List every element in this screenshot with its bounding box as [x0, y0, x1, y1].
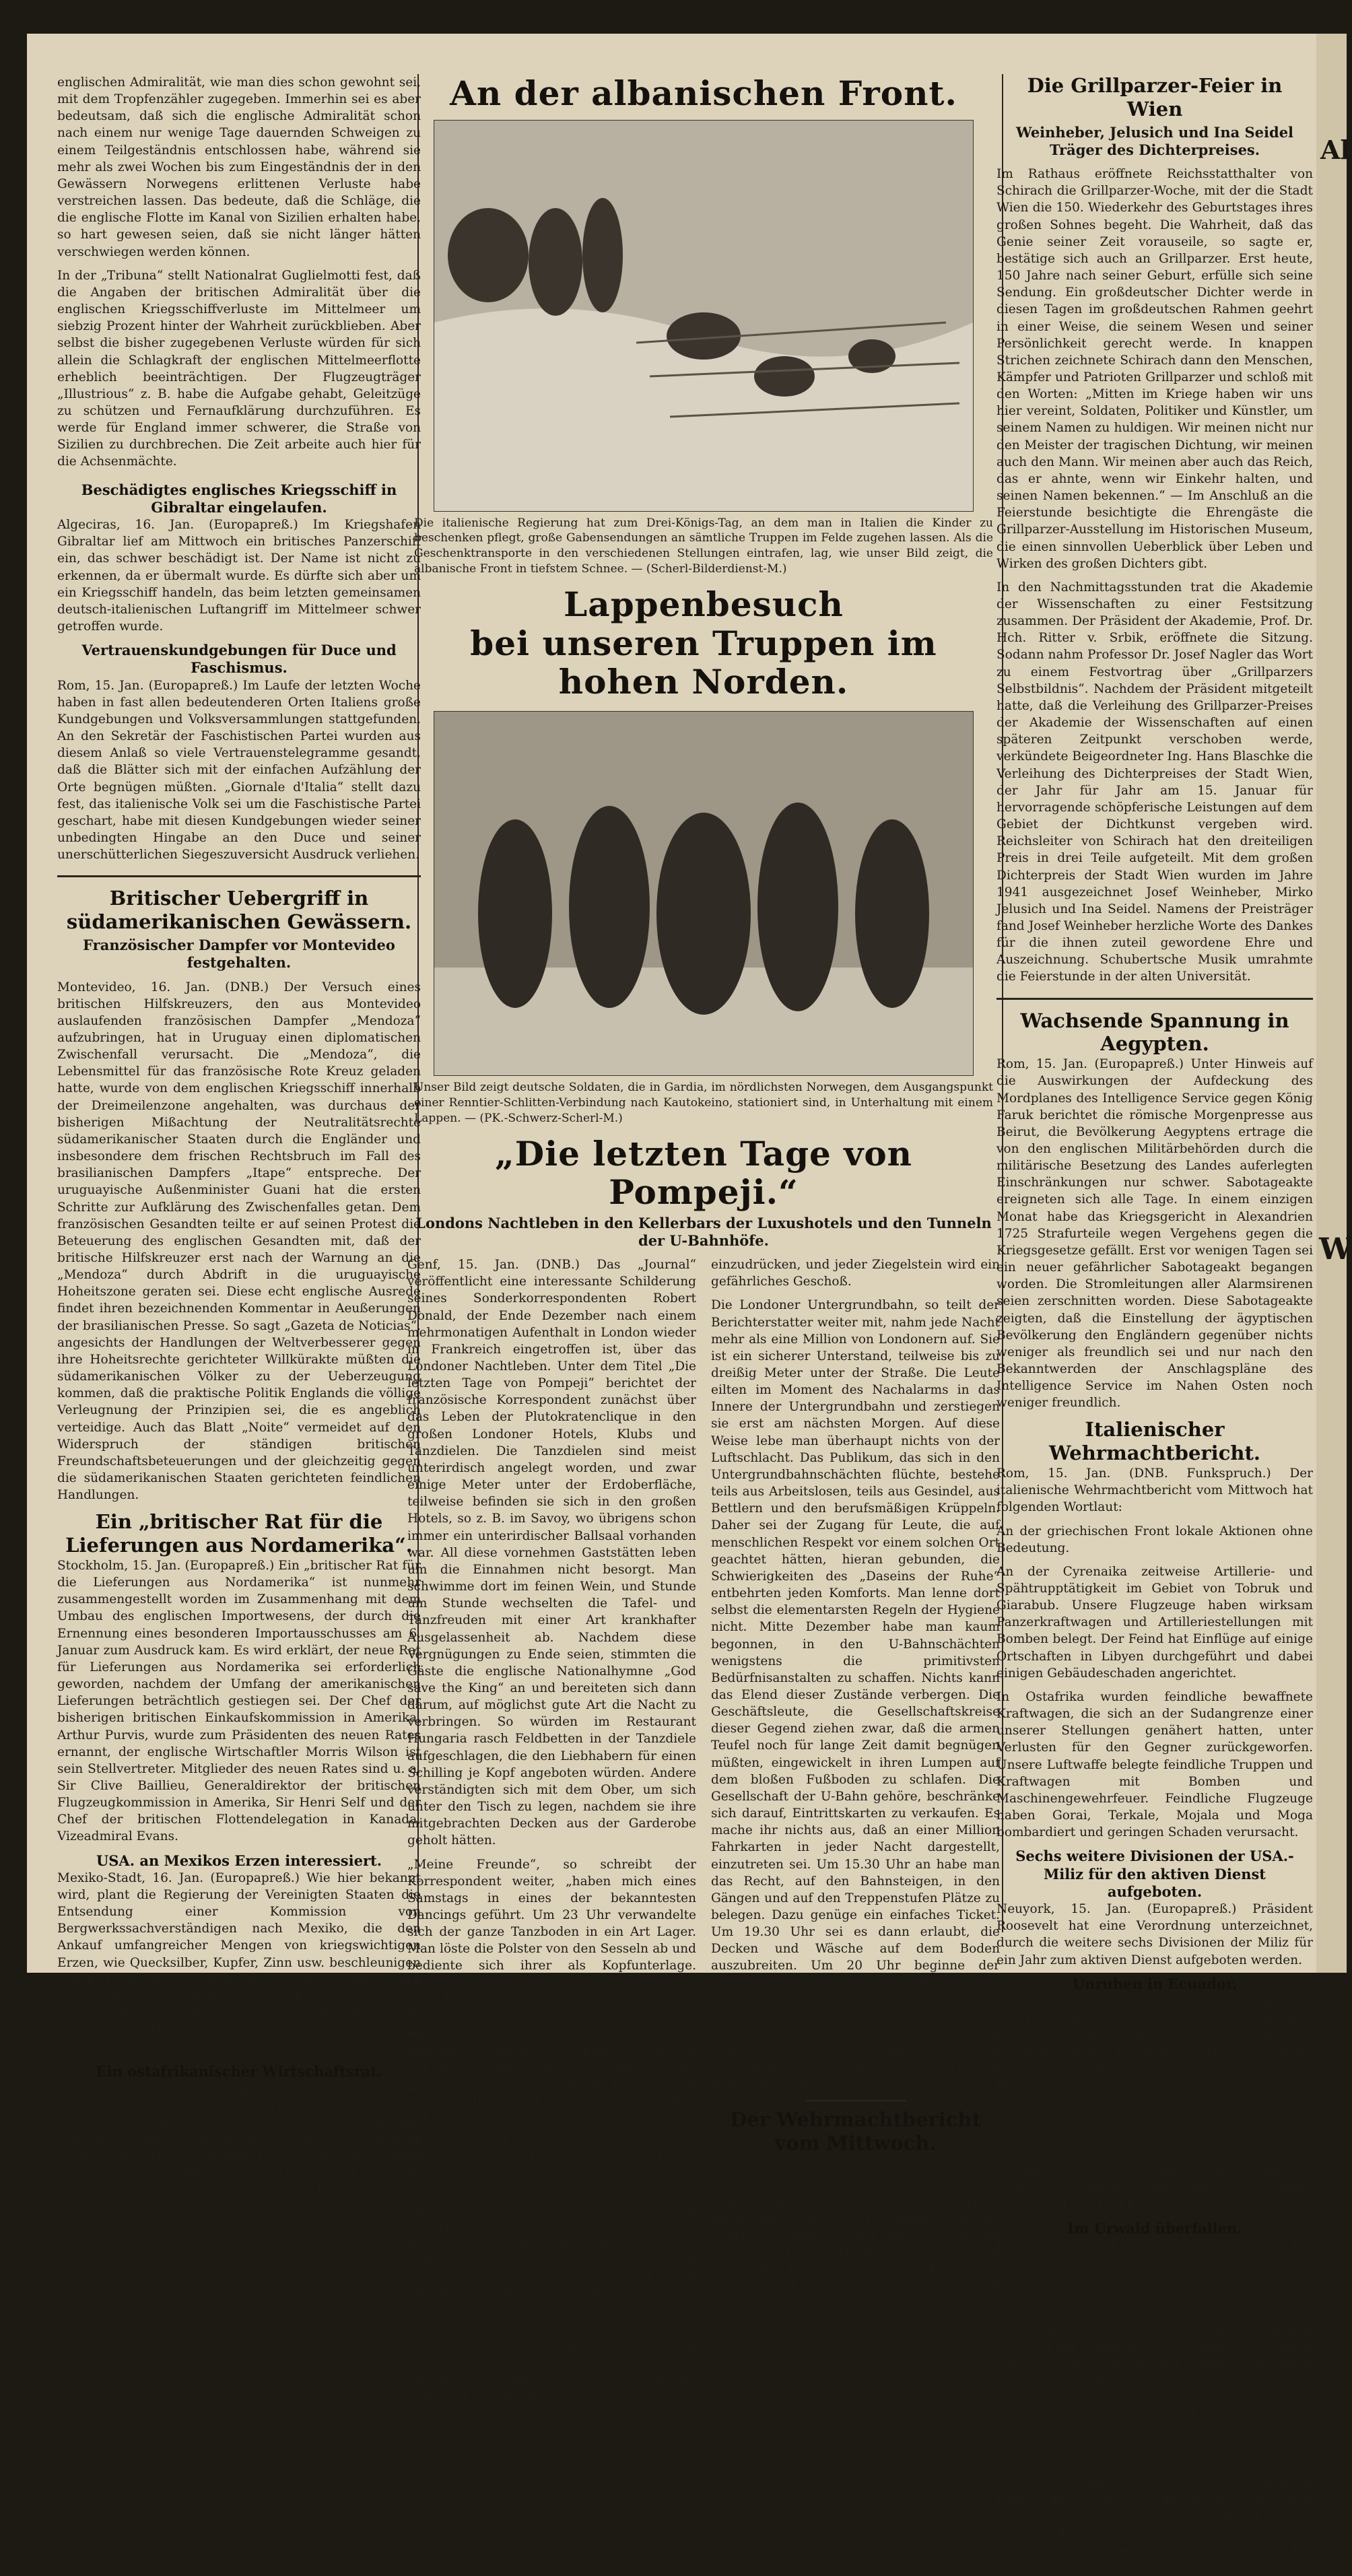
photo-snow-scene [434, 121, 973, 511]
headline-albanian-front: An der albanischen Front. [450, 73, 957, 113]
divider [805, 2100, 906, 2101]
article-text: In Ostafrika wurden feindliche bewaffnete Kraftwagen, die sich an der Sudangrenze einer unserer Stellungen genähert hatten, unter Verlusten für den Gegner zurückgeworfen. Unsere Luftwaffe belegte feindliche Truppen und Kraftwagen mit Bomben und Maschinengewehrfeuer. Feindliche Flugzeuge haben Gorai, Terkale, Mojala und Moga bombardiert und geringen Schaden verursacht. [996, 1689, 1313, 1840]
subheadline-grillparzer: Weinheber, Jelusich und Ina Seidel Träger des Dichterpreises. [1015, 123, 1294, 158]
headline-rat2: Ein ostafrikanischer Wirtschaftsrat. [96, 2062, 382, 2080]
article-text: Mexiko-Stadt, 16. Jan. (Europapreß.) Wie hier bekannt wird, plant die Regierung der Vereinigten Staaten die Entsendung einer Kommission von Bergwerkssachverständigen nach Mexiko, die den Ankauf umfangreicher Mengen von kriegswichtigen Erzen, wie Quecksilber, Kupfer, Zinn usw. beschleunigen sollen. In interessierten mexikanischen Kreisen glaubt man, daß die USA.-Kommission auch die Aufgabe hat, eine erhöhte Produktion der mexikanischen Bergwerke zu erreichen, da ein großer Teil der mexikanischen Erze von der USA.-Kriegsindustrie notwendig gebraucht wird. [57, 1870, 421, 2055]
article-text: „Meine Freunde“, so schreibt der Korrespondent weiter, „haben mich eines Samstags in eines der bekanntesten Dancings geführt. Um 23 Uhr verwandelte sich der ganze Tanzboden in ein Art Lager. Man löste die Polster von den Sesseln ab und bediente sich ihrer als Kopfunterlage. Hierauf wurden mitgebrachte Decken auf dem Boden ausgebreitet, worauf sich die Paare dort zum Schlafen niederlegten. Die Angestellten drehten das Licht aus und ... England, das puritanische England, hat sich mit diesen Sitten bereits abgefunden, und man hat den Eindruck, daß der Kampf gegen die Prostitution aufgegeben hat. Man lebt auf einem Vulkan.“ [407, 1857, 696, 2126]
photo-soldiers-lapp [434, 712, 973, 1075]
subheadline-pompeji: Londons Nachtleben in den Kellerbars der Luxushotels und den Tunneln der U-Bahnhöfe. [415, 1214, 992, 1249]
pompeji-left [407, 1256, 696, 2411]
subheadline-uebergriff: Französischer Dampfer vor Montevideo festgehalten. [83, 937, 395, 972]
article-text: Rio de Janeiro, 14. Jan. (Europapreß.) Ganz Rio spricht von einem dramatischen Kampf zwischen Indianern und einer brasilianischen Grenzziehungskommission. Ein Funkspruch der Kommission besagt, daß ihr Aufenthalt an der venezolanischen Grenze von Indianern überfallen wurde. Fünf Mitglieder der Kommission erlitten schwere Verletzungen und Lähmungen durch vergiftete Pfeile, mit denen die Indianer schossen. Es gelang den Ueberfallenen zwar, sich notdürftig zu verschanzen und die Angreifer mit Gewehrschüssen abzuwehren, doch war der Widerstand nur von kurzer Dauer. Die Indianer haben inzwischen neue Angriffe gestartet. Erst nach vier Tagen gelang es, von den Indianern Umzingelten, ihren Hilferuf in die Welt hinauszugeben. Ein sofort entsandtes Flugzeug hat erste Rettungsaktionen eingeleitet, jedoch ist es bis zum gestrigen Tage nur gegen den Tag gelungen, den ganzen brasilianischen [996, 2239, 1313, 2575]
headline-lappen-2: bei unseren Truppen im hohen Norden. [470, 623, 937, 702]
edge-fragment: W [1319, 1232, 1352, 1266]
adjacent-page-edge [1316, 34, 1352, 1973]
photo-caption: Unser Bild zeigt deutsche Soldaten, die in Gardia, im nördlichsten Norwegen, dem Ausgangspunkt einer Renntier-Schlitten-Verbindung nach Kautokeino, stationiert sind, in Unterhaltung mit einem Lappen. — (PK.-Schwerz-Scherl-M.) [414, 1080, 993, 1125]
headline-gibraltar: Beschädigtes englisches Kriegsschiff in Gibraltar eingelaufen. [81, 481, 397, 516]
headline-ital-wehrmachtbericht: Italienischer Wehrmachtbericht. [1049, 1418, 1260, 1465]
article-text: Genf, 15. Jan. (DNB.) Das „Journal“ veröffentlicht eine interessante Schilderung seines Sonderkorrespondenten Robert Donald, der Ende Dezember nach einem mehrmonatigen Aufenthalt in London wieder in Frankreich eingetroffen ist, über das Londoner Nachtleben. Unter dem Titel „Die letzten Tage von Pompeji“ berichtet der französische Korrespondent zunächst über das Leben der Plutokratenclique in den großen Londoner Hotels, Klubs und Tanzdielen. Die Tanzdielen sind meist unterirdisch angelegt worden, und zwar einige Meter unter der Erdoberfläche, teilweise befinden sie sich in den großen Hotels, so z. B. im Savoy, wo übrigens schon immer ein unterirdischer Ballsaal vorhanden war. All diese vornehmen Gaststätten leben um die Einnahmen nicht besorgt. Man schwimme dort im feinen Wein, und Stunde um Stunde wechselten die Tafel- und Tanzfreuden mit einer Art krankhafter Ausgelassenheit ab. Nachdem diese Vergnügungen zu Ende seien, stimmten die Gäste die englische Nationalhymne „God save the King“ an und bereiteten sich dann darum, auf möglichst gute Art die Nacht zu verbringen. So würden im Restaurant Hungaria rasch Feldbetten in der Tanzdiele aufgeschlagen, die den Liebhabern für einen Schilling je Kopf angeboten würden. Andere verständigten sich mit dem Ober, um sich unter den Tisch zu legen, nachdem sie ihre mitgebrachten Decken aus der Garderobe geholt hätten. [407, 1258, 696, 1848]
article-text: Sie fragen mich vielleicht was denn mit den Arbeitern, mit den Händlern, mit den kleinen Büroangestellten geschehe. Die einen bleiben zu Hause, die anderen suchen die öffentlichen Unterstände auf, die in den Kellern größerer Gebäude und in den U-Bahnstationen eingerichtet sind. Die Stadt London hat vor dem Krieg hunderte von Millionen ausgegeben, um auf den öffentlichen Plätzen Unterstände aus Ziegelsteinen aufzurichten, die man nie benutzen wollte. Die Leute legen, die Sicherheit im Freien sei größer als in diesen Ziegelbauten. Denn wenn eine Bombe in der Nachbarschaft niedergeht, so genügt der Luftdruck, um die Mauern [407, 2135, 696, 2404]
article-text: einzudrücken, und jeder Ziegelstein wird ein gefährliches Geschoß. [711, 1258, 1000, 1289]
article-text: In den Nachmittagsstunden trat die Akademie der Wissenschaften zu einer Festsitzung zusammen. Der Präsident der Akademie, Prof. Dr. Hch. Ritter v. Srbik, eröffnete die Sitzung. Sodann nahm Professor Dr. Josef Nagler das Wort zu einem Festvortrag über „Grillparzers Selbstbildnis“. Nachdem der Präsident mitgeteilt hatte, daß die Verleihung des Grillparzer-Preises der Akademie der Wissenschaften auf einen späteren Zeitpunkt verschoben werde, verkündete Beigeordneter Ing. Hans Blaschke die Verleihung des Dichterpreises der Stadt Wien, der Jahr für Jahr am 15. Januar für hervorragende schöpferische Leistungen auf dem Gebiet der Dichtkunst vergeben wird. Reichsleiter von Schirach hat den dreiteiligen Preis in drei Teile aufgeteilt. Mit dem großen Dichterpreis der Stadt Wien wurden im Jahre 1941 ausgezeichnet Josef Weinheber, Mirko Jelusich und Ina Seidel. Namens der Preisträger fand Josef Weinheber herzliche Worte des Dankes für die ihnen zuteil gewordene Ehre und Auszeichnung. Schubertsche Musik umrahmte die Feierstunde in der alten Universität. [996, 580, 1313, 984]
newspaper-page [27, 34, 1326, 2575]
article-text: englischen Admiralität, wie man dies schon gewohnt sei, mit dem Tropfenzähler zugegeben. Immerhin sei es aber bedeutsam, daß sich die englische Admiralität schon nach einem nur wenige Tage dauernden Schweigen zu einem Teilgeständnis entschlossen habe, während sie mehr als zwei Wochen bis zum Eingeständnis der in den Gewässern Norwegens erlittenen Verluste habe verstreichen lassen. Das bedeute, daß die Schläge, die die englische Flotte im Kanal von Sizilien erhalten habe, so hart gewesen seien, daß sie nicht länger hätten verschwiegen werden können. [57, 75, 421, 259]
article-text: An der Cyrenaika zeitweise Artillerie- und Spähtrupptätigkeit im Gebiet von Tobruk und Giarabub. Unsere Flugzeuge haben wirksam Panzerkraftwagen und Artilleriestellungen mit Bomben belegt. Der Feind hat Einflüge auf einige Ortschaften in Libyen durchgeführt und dabei einigen Gebäudeschaden angerichtet. [996, 1564, 1313, 1681]
article-text: An der griechischen Front lokale Aktionen ohne Bedeutung. [996, 1524, 1313, 1555]
article-text: Stockholm, 15. Jan. (Europapreß.) Die Gründung eines ostafrikanischen Industrie- und Wirtschaftsrates wird in Nairobi bekanntgegeben. Zu dem Rat haben Tanganjika, Uganda, Nordrhodesien und Njassa-Land sowie Sansibar bereits ihre Vertreter ernannt. Das Gremium beschäftigt sich neben industriellen Fragen auch mit den Fragen der Importkontrolle, der Währung, der Wechselkurse sowie der Deckung des zivilen Bedarfes. [57, 2081, 421, 2214]
photo-albanian-front [434, 120, 974, 512]
edge-fragment: Al [1320, 135, 1350, 165]
left-column [57, 74, 421, 2214]
headline-aegypten: Wachsende Spannung in Aegypten. [1020, 1009, 1289, 1056]
headline-rat: Ein „britischer Rat für die Lieferungen aus Nordamerika“. [65, 1510, 413, 1557]
pompeji-right [711, 1256, 1000, 2411]
article-text: Im Rathaus eröffnete Reichsstatthalter von Schirach die Grillparzer-Woche, mit der die Stadt Wien die 150. Wiederkehr des Geburtstages ihres großen Sohnes begeht. Die Wahrheit, daß das Genie seiner Zeit vorauseile, so sagte er, bestätige sich auch an Grillparzer. Erst heute, 150 Jahre nach seiner Geburt, erfülle sich seine Sendung. Ein großdeutscher Dichter werde in diesen Tagen im großdeutschen Rahmen geehrt in einer Weise, die seinem Wesen und seiner Persönlichkeit gerecht werde. In knappen Strichen zeichnete Schirach dann den Menschen, Kämpfer und Patrioten Grillparzer und schloß mit den Worten: „Mitten im Kriege haben wir uns hier vereint, Soldaten, Politiker und Künstler, um seinem Namen zu huldigen. Wir meinen nicht nur den Meister der tragischen Dichtung, wir meinen auch den Mann. Wir meinen aber auch das Reich, das er ahnte, wenn wir Einkehr halten, und seinen Namen bekennen.“ — Im Anschluß an die Feierstunde besichtigte die Ehrengäste die Grillparzer-Ausstellung im Historischen Museum, die einen sinnvollen Ueberblick über Leben und Wirken des großen Dichters gibt. [996, 167, 1313, 571]
headline-wehrmachtbericht: Der Wehrmachtbericht [730, 2107, 981, 2131]
article-text: Rom, 15. Jan. (Europapreß.) Unter Hinweis auf die Auswirkungen der Aufdeckung des Mordplanes des Intelligence Service gegen König Faruk berichtet die römische Morgenpresse aus Beirut, die Bevölkerung Aegyptens ertrage die von den englischen Militärbehörden durch die militärische Besetzung des Landes auferlegten Einschränkungen nur schwer. Sabotageakte ereigneten sich alle Tage. In einem einzigen Monat habe das Kriegsgericht in Alexandrien 1725 Strafurteile wegen Vergehens gegen die Kriegsgesetze gefällt. Erst vor wenigen Tagen sei ein neuer gefährlicher Sabotageakt begangen worden. Die Stromleitungen aller Alarmsirenen seien zerschnitten worden. Diese Sabotageakte zeigten, daß die Einstellung der ägyptischen Bevölkerung den Engländern gegenüber nichts weniger als freundlich sei und nur nach den Bekanntwerden der Anschlagspläne des Intelligence Service im Nahen Osten noch weniger freundlich. [996, 1057, 1313, 1411]
headline-grillparzer: Die Grillparzer-Feier in Wien [1027, 74, 1283, 121]
headline-duce: Vertrauenskundgebungen für Duce und Faschismus. [81, 642, 397, 677]
article-text: In der „Tribuna“ stellt Nationalrat Guglielmotti fest, daß die Angaben der britischen Admiralität über die englischen Kriegsschiffverluste im Mittelmeer um siebzig Prozent hinter der Wahrheit zurückblieben. Aber selbst die bisher zugegebenen Verluste würden für sich allein die Schlagkraft der englischen Mittelmeerflotte erheblich beeinträchtigen. Der Flugzeugträger „Illustrious“ z. B. habe die Aufgabe gehabt, Geleitzüge zu schützen und Fernaufklärung durchzuführen. Es werde für England immer schwerer, die Straße von Sizilien zu durchbrechen. Die Zeit arbeite auch hier für die Achsenmächte. [57, 268, 421, 469]
article-text: Berlin, 15. Januar. (DNB. Funkspruch.) Das Oberkommando der Wehrmacht gibt bekannt: Infolge der ungünstigen Wetterlage wurde im Laufe des 14. Januar von der deutschen Luftwaffe nur über Südengland aufgeklärt. Hierbei konnte die gute Wirkung der in den letzten Nächten durchgeführten Angriffe auf kriegswichtige Ziele in Plymouth und Portsmouth festgestellt werden. [711, 2161, 1000, 2311]
article-text: Lima, 14. Januar. (DNB.) In Quito, der Hauptstadt der Republik Ecuador, brachen anläßlich einer Rede des Staatspräsidenten Arroyo del Rio vor der Nationalgarde Unruhen aus. Die Kundgebung verwandelte sich in eine Meuterei, und eine aus Mitgliedern der Garde bestehende Volksmenge rief Fliegern, die seit einem Jahr wegen Teilnahme an einem Aufstandsversuch im Gefängnis saßen, die Freiheit. Es wurden 2 Tote und 36 Verwundete gemeldet. Der Staatsrat bewilligte der Regierung außerordentliche Vollmachten, darunter den Einsatz von Militär, für die Zeit von fünf Monaten. [996, 1994, 1313, 2212]
headline-pompeji: „Die letzten Tage von Pompeji.“ [494, 1133, 913, 1213]
article-text: Stockholm, 15. Jan. (Europapreß.) Ein „britischer Rat für die Lieferungen aus Nordamerika“ ist nunmehr zusammengestellt worden im Zusammenhang mit dem Umbau des englischen Importwesens, der durch die Ernennung eines besonderen Importausschusses am 6. Januar zum Ausdruck kam. Es wird erklärt, der neue Rat für Lieferungen aus Nordamerika sei erforderlich geworden, nachdem der Umfang der amerikanischen Lieferungen beträchtlich gestiegen sei. Der Chef der bisherigen britischen Einkaufskommission in Amerika, Arthur Purvis, wurde zum Präsidenten des neuen Rates ernannt, der englische Wirtschaftler Morris Wilson ist sein Stellvertreter. Mitglieder des neuen Rates sind u. a. Sir Clive Baillieu, Generaldirektor der britischen Flugzeugkommission in Amerika, Sir Henri Self und der Chef der britischen Flottendelegation in Kanada, Vizeadmiral Evans. [57, 1558, 421, 1844]
photo-caption: Die italienische Regierung hat zum Drei-Königs-Tag, an dem man in Italien die Kinder zu beschenken pflegt, große Gabensendungen an sämtliche Truppen im Felde zugehen lassen. Als die Geschenktransporte in den verschiedenen Stellungen eintrafen, lag, wie unser Bild zeigt, die albanische Front in tiefstem Schnee. — (Scherl-Bilderdienst-M.) [414, 516, 993, 576]
article-text: Rom, 15. Jan. (DNB. Funkspruch.) Der italienische Wehrmachtbericht vom Mittwoch hat folgenden Wortlaut: [996, 1466, 1313, 1515]
article-text: Montevideo, 16. Jan. (DNB.) Der Versuch eines britischen Hilfskreuzers, den aus Montevideo auslaufenden französischen Dampfer „Mendoza“ aufzubringen, hat in Uruguay einen diplomatischen Zwischenfall verursacht. Die „Mendoza“, die Lebensmittel für das französische Rote Kreuz geladen hatte, wurde von dem englischen Kriegsschiff innerhalb der Dreimeilenzone angehalten, was durchaus der bisherigen Mißachtung der Neutralitätsrechte südamerikanischer Staaten durch die Engländer und insbesondere dem frischen Rechtsbruch im Fall des brasilianischen Dampfers „Itape“ entspreche. Der uruguayische Außenminister Guani hat die ersten Schritte zur Aufklärung des Zwischenfalles getan. Dem französischen Gesandten teilte er auf seinen Protest die Beteuerung des englischen Gesandten mit, daß der britische Hilfskreuzer erst nach der Warnung an die „Mendoza“ durch Abdrift in die uruguayische Hoheitszone geraten sei. Diese echt englische Ausrede findet ihren bezeichnenden Kommentar in Aeußerungen der brasilianischen Presse. So sagt „Gazeta de Noticias“, angesichts der Handlungen der Weltverbesserer gegen ihre Hoheitsrechte gerichteter Willkürakte müßten die südamerikanischen Völker zu der Ueberzeugung kommen, daß die praktische Politik Englands die völlige Verleugnung der Prinzipien sei, die es angeblich verteidige. Auch das Blatt „Noite“ vermeidet auf den Widerspruch der ständigen britischen Freundschaftsbeteuerungen und der gleichzeitig gegen die südamerikanischen Staaten gerichteten feindlichen Handlungen. [57, 980, 421, 1503]
article-text: Neuyork, 15. Jan. (Europapreß.) Präsident Roosevelt hat eine Verordnung unterzeichnet, durch die weitere sechs Divisionen der Miliz für ein Jahr zum aktiven Dienst aufgeboten werden. [996, 1902, 1313, 1967]
headline-urwald: Im Urwald überfallen. [1067, 2220, 1242, 2237]
headline-ecuador: Unruhen in Ecuador. [1072, 1975, 1238, 1992]
article-text: Rom, 15. Jan. (Europapreß.) Im Laufe der letzten Woche haben in fast allen bedeutenderen Orten Italiens große Kundgebungen und Volksversammlungen stattgefunden. An den Sekretär der Faschistischen Partei wurden aus diesem Anlaß so viele Vertrauenstelegramme gesandt, daß die Blätter sich mit der einfachen Aufzählung der Orte begnügen müßten. „Giornale d'Italia“ stellt dazu fest, das italienische Volk sei um die Faschistische Partei geschart, habe mit diesen Kundgebungen wieder seiner unbedingten Hingabe an den Duce und seiner unerschütterlichen Siegeszuversicht Ausdruck verliehen. [57, 678, 421, 862]
headline-wehrmachtbericht-2: vom Mittwoch. [774, 2131, 937, 2155]
right-column [996, 74, 1313, 2575]
article-text: Die Londoner Untergrundbahn, so teilt der Berichterstatter weiter mit, nahm jede Nacht mehr als eine Million von Londonern auf. Sie ist ein sicherer Unterstand, teilweise bis zu dreißig Meter unter der Straße. Die Leute eilten im Moment des Nachalarms in das Innere der Untergrundbahn und zerstiegen sie erst am nächsten Morgen. Auf diese Weise lebe man überhaupt nichts von der Luftschlacht. Das Publikum, das sich in den Untergrundbahnschächten flüchte, bestehe teils aus Arbeitslosen, teils aus Gesindel, aus Bettlern und den berufsmäßigen Krüppeln. Daher sei der Zugang für Leute, die auf menschlichen Respekt vor einem solchen Ort geachtet hätten, hieran gebunden, die Schwierigkeiten des „Daseins der Ruhe“ entbehrten jeden Komforts. Man lenne dort selbst die elementarsten Regeln der Hygiene nicht. Mitte Dezember habe man kaum begonnen, in den U-Bahnschächten wenigstens die primitivsten Bedürfnisanstalten zu schaffen. Nichts kann das Elend dieser Zustände verbergen. Die Geschäftsleute, die Gesellschaftskreise dieser Gegend ziehen zwar, daß die armen Teufel noch für lange Zeit damit begnügen müßten, eingewickelt in ihren Lumpen auf dem bloßen Fußboden zu schlafen. Die Gesellschaft der U-Bahn gehöre, beschränke sich darauf, Eintrittskarten zu verkaufen. Es mache ihr nichts aus, daß an einer Million Fahrkarten in jeder Nacht dargestellt, einzutreten sei. Um 15.30 Uhr an habe man das Recht, auf den Bahnsteigen, in den Gängen und auf den Treppenstufen Plätze zu belegen. Dazu genüge ein einfaches Ticket. Um 19.30 Uhr sei es dann erlaubt, die Decken und Wäsche auf dem Boden auszubreiten. Um 20 Uhr beginne der ununterbrochene Strom der Penner und Bettler, welche sich zur Schwelle der Ausgangstore. Die Londoner Zeitungen hätten mehre Wunder an Bettlern, Landstreichern und Kranken in den Schächten, so daß man kaum noch den Körper der Schlafenden zu stürzen wage. [711, 1298, 1000, 2092]
pompeji-article [407, 1256, 1000, 2411]
article-text: Algeciras, 16. Jan. (Europapreß.) Im Kriegshafen Gibraltar lief am Mittwoch ein britisches Panzerschiff ein, das schwer beschädigt ist. Der Name ist nicht zu erkennen, da er übermalt wurde. Es dürfte sich aber um ein Kriegsschiff handeln, das beim letzten gemeinsamen deutsch-italienischen Luftangriff im Mittelmeer schwer getroffen wurde. [57, 518, 421, 634]
photo-lappen [434, 711, 974, 1076]
headline-lappen: Lappenbesuch [564, 584, 844, 625]
headline-erze: USA. an Mexikos Erzen interessiert. [96, 1852, 382, 1869]
center-column [407, 73, 1000, 2404]
divider [996, 998, 1313, 1000]
headline-uebergriff: Britischer Uebergriff in südamerikanischen Gewässern. [66, 887, 412, 934]
headline-usa-miliz: Sechs weitere Divisionen der USA.-Miliz für den aktiven Dienst aufgeboten. [1015, 1848, 1294, 1900]
divider [57, 875, 421, 877]
